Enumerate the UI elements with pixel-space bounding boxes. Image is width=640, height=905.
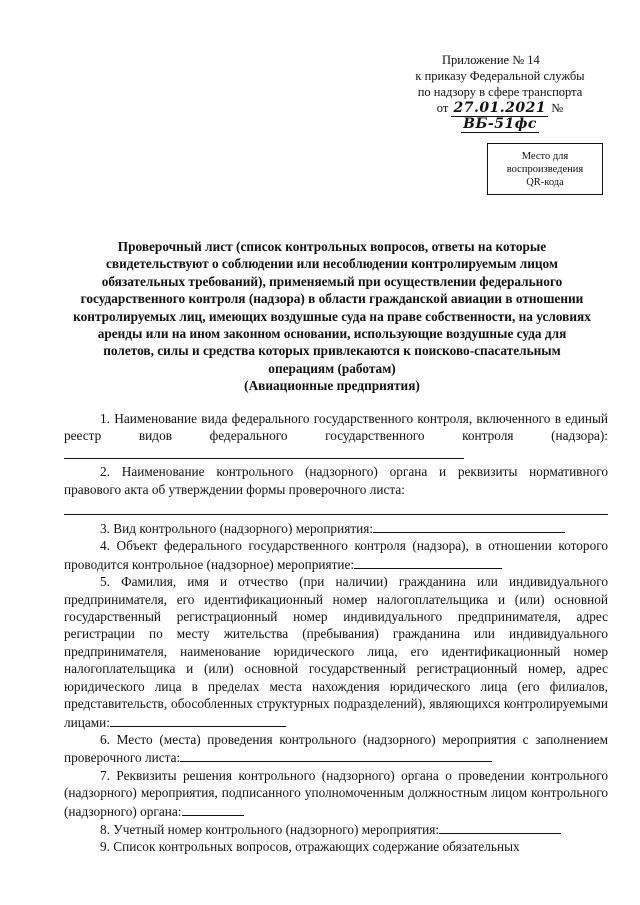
item-7-text: 7. Реквизиты решения контрольного (надзорного) органа о проведении контрольного (надзорного) мероприятия, подписанного уполномоченным должностным лицом контрольного (надзорного) органа: <box>64 767 608 819</box>
blank-line <box>110 713 286 727</box>
appendix-agency-line: по надзору в сфере транспорта <box>417 85 583 99</box>
qr-box-line: Место для <box>521 150 569 162</box>
blank-line <box>64 500 608 515</box>
item-1 <box>64 410 608 463</box>
blank-line <box>180 748 492 762</box>
item-9 <box>64 838 608 855</box>
handwritten-number: ВБ-51фс <box>463 116 537 132</box>
item-3 <box>64 519 608 537</box>
item-2-text: 2. Наименование контрольного (надзорного) органа и реквизиты нормативного правового акта об утверждении формы проверочного листа: <box>64 464 608 497</box>
item-8-text: 8. Учетный номер контрольного (надзорного) мероприятия: <box>100 821 440 837</box>
item-6-text: 6. Место (места) проведения контрольного (надзорного) мероприятия с заполнением проверочного листа: <box>64 731 608 766</box>
blank-line <box>373 519 565 533</box>
item-1-text: 1. Наименование вида федерального государственного контроля, включенного в единый реестр видов федерального государственного контроля (надзора): <box>64 411 608 444</box>
item-5 <box>64 573 608 731</box>
qr-code-placeholder <box>487 143 603 195</box>
qr-box-line: воспроизведения <box>506 163 584 175</box>
appendix-order-line: к приказу Федеральной службы <box>415 69 585 83</box>
item-8 <box>64 820 608 838</box>
item-7 <box>64 767 608 820</box>
title-subtitle: (Авиационные предприятия) <box>244 378 420 394</box>
item-3-text: 3. Вид контрольного (надзорного) мероприятия: <box>100 521 374 537</box>
item-4 <box>64 537 608 573</box>
title-main: Проверочный лист (список контрольных вопросов, ответы на которые свидетельствуют о соблюдении или несоблюдении контролируемым лицом обязательных требований), применяемый при осуществлении федерального государственного контроля (надзора) в области гражданской авиации в отношении контролируемых лиц, имеющих воздушные суда на праве собственности, на условиях аренды или на ином законном основании, использующие воздушные суда для полетов, силы и средства которых привлекаются к поисково-спасательным операциям (работам) <box>73 239 591 376</box>
qr-box-line: QR-кода <box>526 176 564 188</box>
item-5-text: 5. Фамилия, имя и отчество (при наличии) гражданина или индивидуального предпринимателя, его идентификационный номер налогоплательщика и (или) основной государственный регистрационный номер индивидуального предпринимателя, адрес регистрации по месту жительства (пребывания) гражданина или индивидуального предпринимателя, наименование юридического лица, его идентификационный номер налогоплательщика и (или) основной государственный регистрационный номер, адрес юридического лица в пределах места нахождения юридического лица (его филиалов, представительств, обособленных структурных подразделений), являющихся контролируемыми лицами: <box>64 574 608 730</box>
item-9-text: 9. Список контрольных вопросов, отражающих содержание обязательных <box>100 839 520 855</box>
blank-line <box>354 555 502 569</box>
item-4-text: 4. Объект федерального государственного контроля (надзора), в отношении которого проводится контрольное (надзорное) мероприятие: <box>64 538 608 572</box>
item-6 <box>64 731 608 767</box>
item-2 <box>64 463 608 498</box>
document-title <box>72 238 592 395</box>
from-label: от <box>436 101 449 115</box>
handwritten-date: 27.01.2021 <box>453 100 547 116</box>
appendix-header <box>400 52 600 132</box>
appendix-number: Приложение № 14 <box>442 53 540 67</box>
number-sign: № <box>551 101 564 115</box>
document-body <box>64 410 608 856</box>
appendix-date-number <box>400 100 600 132</box>
blank-line <box>182 802 244 816</box>
blank-line <box>64 445 464 459</box>
blank-line <box>439 820 561 834</box>
